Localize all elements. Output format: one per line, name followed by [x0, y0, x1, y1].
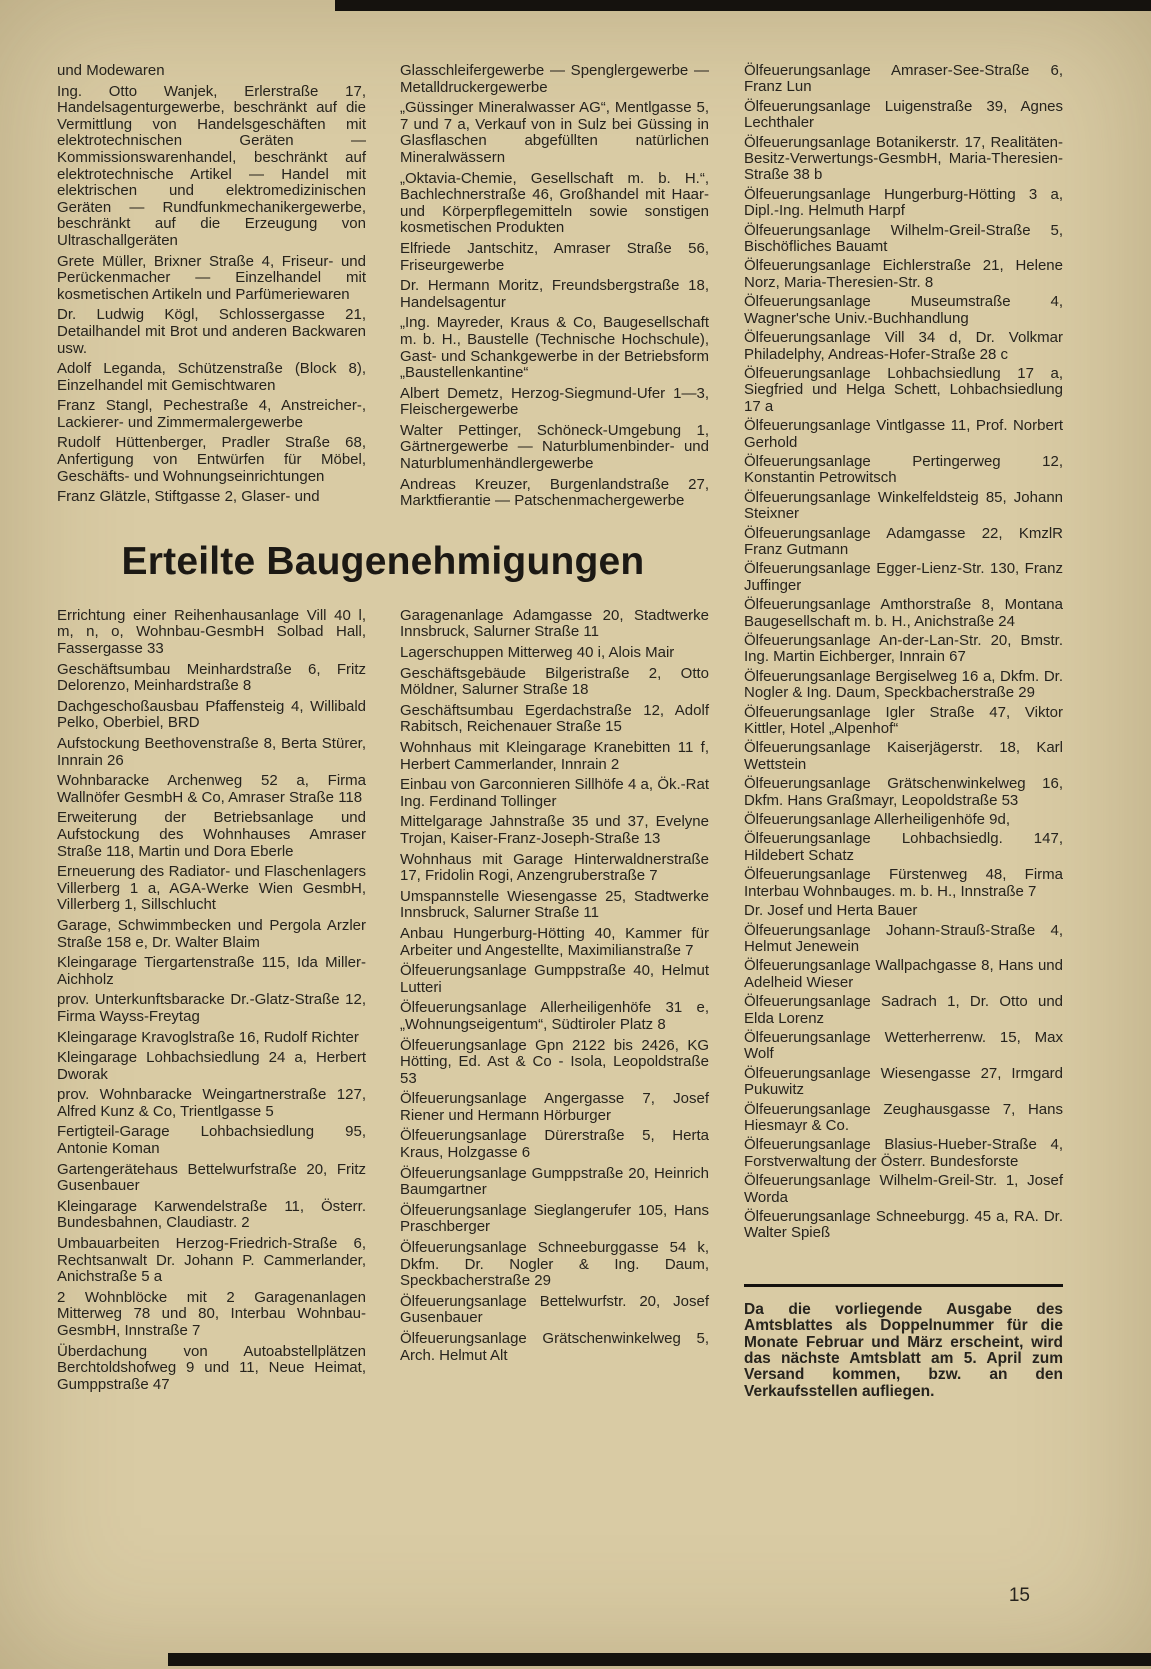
column-right	[744, 63, 1063, 1403]
entry-paragraph: prov. Wohnbaracke Weingartnerstraße 127, Alfred Kunz & Co, Trientlgasse 5	[57, 1086, 366, 1120]
entry-paragraph: Geschäftsgebäude Bilgeristraße 2, Otto Möldner, Salurner Straße 18	[400, 664, 709, 699]
entry-paragraph: Ölfeuerungsanlage Botanikerstr. 17, Realitäten-Besitz-Verwertungs-GesmbH, Maria-Theresien-Straße 38 b	[744, 133, 1063, 184]
entry-paragraph: Ölfeuerungsanlage Adamgasse 22, KmzlR Franz Gutmann	[744, 524, 1063, 558]
entry-paragraph: Dr. Josef und Herta Bauer	[744, 902, 918, 920]
bottom-black-bar	[168, 1653, 1151, 1666]
entry-paragraph: Ing. Otto Wanjek, Erlerstraße 17, Handelsagenturgewerbe, beschränkt auf die Vermittlung von Handelsgeschäften mit elektrotechnischen Geräten — Kommissionswarenhandel, beschränkt auf elektrotechnische Artikel — Handel mit elektrischen und elektromedizinischen Geräten — Rundfunkmechanikergewerbe, beschränkt auf die Erzeugung von Ultraschallgeräten	[57, 82, 366, 249]
entry-paragraph: Wohnhaus mit Kleingarage Kranebitten 11 f, Herbert Cammerlander, Innrain 2	[400, 739, 709, 773]
entry-paragraph: Franz Glätzle, Stiftgasse 2, Glaser- und	[57, 488, 320, 506]
entry-paragraph: Ölfeuerungsanlage Eichlerstraße 21, Helene Norz, Maria-Theresien-Str. 8	[744, 257, 1063, 291]
entry-paragraph: prov. Unterkunftsbaracke Dr.-Glatz-Straße 12, Firma Wayss-Freytag	[57, 991, 366, 1025]
entry-paragraph: Wohnbaracke Archenweg 52 a, Firma Wallnöfer GesmbH & Co, Amraser Straße 118	[57, 772, 366, 806]
entry-paragraph: Kleingarage Lohbachsiedlung 24 a, Herbert Dworak	[57, 1049, 366, 1083]
entry-paragraph: Ölfeuerungsanlage Allerheiligenhöfe 9d,	[744, 811, 1011, 829]
entry-paragraph: Ölfeuerungsanlage Wilhelm-Greil-Str. 1, Josef Worda	[744, 1172, 1063, 1206]
page-content	[57, 63, 1064, 1403]
entry-paragraph: Ölfeuerungsanlage Johann-Strauß-Straße 4, Helmut Jenewein	[744, 921, 1063, 955]
entry-paragraph: Lagerschuppen Mitterweg 40 i, Alois Mair	[400, 644, 675, 662]
entry-paragraph: Ölfeuerungsanlage Schneeburggasse 54 k, Dkfm. Dr. Nogler & Ing. Daum, Speckbacherstraße 29	[400, 1239, 709, 1290]
page-number: 15	[1008, 1585, 1030, 1606]
entry-paragraph: Umspannstelle Wiesengasse 25, Stadtwerke Innsbruck, Salurner Straße 11	[400, 887, 709, 922]
entry-paragraph: Ölfeuerungsanlage Wilhelm-Greil-Straße 5, Bischöfliches Bauamt	[744, 221, 1063, 256]
entry-paragraph: Wohnhaus mit Garage Hinterwaldnerstraße 17, Fridolin Rogi, Anzengruberstraße 7	[400, 850, 709, 885]
entry-paragraph: Ölfeuerungsanlage Allerheiligenhöfe 31 e, „Wohnungseigentum“, Südtiroler Platz 8	[400, 999, 709, 1033]
entry-paragraph: Ölfeuerungsanlage Vintlgasse 11, Prof. Norbert Gerhold	[744, 417, 1063, 451]
entry-paragraph: Adolf Leganda, Schützenstraße (Block 8), Einzelhandel mit Gemischtwaren	[57, 360, 366, 394]
entry-paragraph: Anbau Hungerburg-Hötting 40, Kammer für Arbeiter und Angestellte, Maximilianstraße 7	[400, 924, 709, 959]
column-left-top	[57, 63, 366, 514]
entry-paragraph: 2 Wohnblöcke mit 2 Garagenanlagen Mitterweg 78 und 80, Interbau Wohnbau-GesmbH, Innstraße 7	[57, 1288, 366, 1339]
entry-paragraph: Ölfeuerungsanlage Vill 34 d, Dr. Volkmar Philadelphy, Andreas-Hofer-Straße 28 c	[744, 329, 1063, 363]
entry-paragraph: Ölfeuerungsanlage Gumppstraße 40, Helmut Lutteri	[400, 962, 709, 996]
entry-paragraph: und Modewaren	[57, 62, 165, 79]
entry-paragraph: Ölfeuerungsanlage Bettelwurfstr. 20, Josef Gusenbauer	[400, 1292, 709, 1327]
entry-paragraph: Errichtung einer Reihenhausanlage Vill 40 l, m, n, o, Wohnbau-GesmbH Solbad Hall, Fassergasse 33	[57, 606, 366, 658]
entry-paragraph: Ölfeuerungsanlage Sadrach 1, Dr. Otto und Elda Lorenz	[744, 993, 1063, 1027]
entry-paragraph: Umbauarbeiten Herzog-Friedrich-Straße 6, Rechtsanwalt Dr. Johann P. Cammerlander, Anichstraße 5 a	[57, 1235, 366, 1286]
top-section	[57, 63, 709, 514]
editorial-notice	[744, 1284, 1063, 1400]
entry-paragraph: Ölfeuerungsanlage Egger-Lienz-Str. 130, Franz Juffinger	[744, 560, 1063, 594]
section-heading: Erteilte Baugenehmigungen	[121, 539, 645, 583]
entry-paragraph: Ölfeuerungsanlage Pertingerweg 12, Konstantin Petrowitsch	[744, 452, 1063, 487]
entry-paragraph: Erneuerung des Radiator- und Flaschenlagers Villerberg 1 a, AGA-Werke Wien GesmbH, Villerberg 1, Sillschlucht	[57, 863, 366, 914]
entry-paragraph: Garage, Schwimmbecken und Pergola Arzler Straße 158 e, Dr. Walter Blaim	[57, 916, 366, 951]
column-middle-bottom	[400, 608, 709, 1398]
entry-paragraph: Ölfeuerungsanlage Grätschenwinkelweg 5, Arch. Helmut Alt	[400, 1330, 709, 1364]
entry-paragraph: Ölfeuerungsanlage Luigenstraße 39, Agnes Lechthaler	[744, 97, 1063, 132]
entry-paragraph: Geschäftsumbau Meinhardstraße 6, Fritz Delorenzo, Meinhardstraße 8	[57, 660, 366, 695]
entry-paragraph: Ölfeuerungsanlage Grätschenwinkelweg 16, Dkfm. Hans Graßmayr, Leopoldstraße 53	[744, 775, 1063, 809]
entry-paragraph: Albert Demetz, Herzog-Siegmund-Ufer 1—3, Fleischergewerbe	[400, 384, 709, 419]
left-area	[57, 63, 709, 1403]
entry-paragraph: Franz Stangl, Pechestraße 4, Anstreicher-, Lackierer- und Zimmermalergewerbe	[57, 397, 366, 431]
entry-paragraph: Kleingarage Karwendelstraße 11, Österr. Bundesbahnen, Claudiastr. 2	[57, 1197, 366, 1232]
entry-paragraph: Ölfeuerungsanlage Amthorstraße 8, Montana Baugesellschaft m. b. H., Anichstraße 24	[744, 596, 1063, 630]
entry-paragraph: Dachgeschoßausbau Pfaffensteig 4, Willibald Pelko, Oberbiel, BRD	[57, 697, 366, 732]
entry-paragraph: Walter Pettinger, Schöneck-Umgebung 1, Gärtnergewerbe — Naturblumenbinder- und Naturblumenhändlergewerbe	[400, 421, 709, 473]
entry-paragraph: Ölfeuerungsanlage Lohbachsiedlung 17 a, Siegfried und Helga Schett, Lohbachsiedlung 17 a	[744, 364, 1063, 415]
entry-paragraph: Ölfeuerungsanlage Bergiselweg 16 a, Dkfm. Dr. Nogler & Ing. Daum, Speckbacherstraße 29	[744, 667, 1063, 702]
entry-paragraph: Ölfeuerungsanlage Schneeburgg. 45 a, RA. Dr. Walter Spieß	[744, 1208, 1063, 1242]
entry-paragraph: „Güssinger Mineralwasser AG“, Mentlgasse 5, 7 und 7 a, Verkauf von in Sulz bei Güssing in Glasflaschen abgefüllten natürlichen Mineralwässern	[400, 99, 709, 166]
entry-paragraph: Aufstockung Beethovenstraße 8, Berta Stürer, Innrain 26	[57, 735, 366, 769]
entry-paragraph: Überdachung von Autoabstellplätzen Berchtoldshofweg 9 und 11, Neue Heimat, Gumppstraße 47	[57, 1342, 366, 1393]
entry-paragraph: Ölfeuerungsanlage Museumstraße 4, Wagner'sche Univ.-Buchhandlung	[744, 293, 1063, 327]
entry-paragraph: Mittelgarage Jahnstraße 35 und 37, Evelyne Trojan, Kaiser-Franz-Joseph-Straße 13	[400, 813, 709, 847]
entry-paragraph: Ölfeuerungsanlage Hungerburg-Hötting 3 a, Dipl.-Ing. Helmuth Harpf	[744, 185, 1063, 220]
entry-paragraph: Einbau von Garconnieren Sillhöfe 4 a, Ök.-Rat Ing. Ferdinand Tollinger	[400, 776, 709, 810]
right-column-entries	[744, 63, 1063, 1242]
entry-paragraph: Ölfeuerungsanlage Fürstenweg 48, Firma Interbau Wohnbauges. m. b. H., Innstraße 7	[744, 866, 1063, 900]
notice-text: Da die vorliegende Ausgabe des Amtsblattes als Doppelnummer für die Monate Februar und März erscheint, wird das nächste Amtsblatt am 5. April zum Versand kommen, bzw. an den Verkaufsstellen aufliegen.	[744, 1300, 1063, 1400]
entry-paragraph: Ölfeuerungsanlage Lohbachsiedlg. 147, Hildebert Schatz	[744, 830, 1063, 864]
entry-paragraph: Ölfeuerungsanlage Angergasse 7, Josef Riener und Hermann Hörburger	[400, 1090, 709, 1124]
entry-paragraph: Ölfeuerungsanlage Igler Straße 47, Viktor Kittler, Hotel „Alpenhof“	[744, 703, 1063, 738]
entry-paragraph: Fertigteil-Garage Lohbachsiedlung 95, Antonie Koman	[57, 1123, 366, 1158]
entry-paragraph: Gartengerätehaus Bettelwurfstraße 20, Fritz Gusenbauer	[57, 1160, 366, 1195]
entry-paragraph: Ölfeuerungsanlage Blasius-Hueber-Straße 4, Forstverwaltung der Österr. Bundesforste	[744, 1136, 1063, 1170]
entry-paragraph: Dr. Ludwig Kögl, Schlossergasse 21, Detailhandel mit Brot und anderen Backwaren usw.	[57, 306, 366, 357]
entry-paragraph: Ölfeuerungsanlage Wiesengasse 27, Irmgard Pukuwitz	[744, 1064, 1063, 1099]
entry-paragraph: Kleingarage Kravoglstraße 16, Rudolf Richter	[57, 1028, 359, 1046]
entry-paragraph: Ölfeuerungsanlage Wallpachgasse 8, Hans und Adelheid Wieser	[744, 957, 1063, 991]
entry-paragraph: „Oktavia-Chemie, Gesellschaft m. b. H.“, Bachlechnerstraße 46, Großhandel mit Haar- und Körperpflegemitteln sowie sonstigen kosmetischen Produkten	[400, 169, 709, 237]
entry-paragraph: Ölfeuerungsanlage Wetterherrenw. 15, Max Wolf	[744, 1028, 1063, 1063]
top-black-bar	[335, 0, 1151, 11]
entry-paragraph: Ölfeuerungsanlage An-der-Lan-Str. 20, Bmstr. Ing. Martin Eichberger, Innrain 67	[744, 632, 1063, 666]
entry-paragraph: Ölfeuerungsanlage Zeughausgasse 7, Hans Hiesmayr & Co.	[744, 1100, 1063, 1134]
entry-paragraph: Glasschleifergewerbe — Spenglergewerbe — Metalldruckergewerbe	[400, 62, 709, 96]
column-middle-top	[400, 63, 709, 514]
entry-paragraph: Ölfeuerungsanlage Dürerstraße 5, Herta Kraus, Holzgasse 6	[400, 1127, 709, 1162]
entry-paragraph: Ölfeuerungsanlage Sieglangerufer 105, Hans Praschberger	[400, 1201, 709, 1236]
entry-paragraph: Andreas Kreuzer, Burgenlandstraße 27, Marktfierantie — Patschenmachergewerbe	[400, 475, 709, 510]
entry-paragraph: Ölfeuerungsanlage Amraser-See-Straße 6, Franz Lun	[744, 62, 1063, 96]
entry-paragraph: „Ing. Mayreder, Kraus & Co, Baugesellschaft m. b. H., Baustelle (Technische Hochschule), Gast- und Schankgewerbe in der Betriebsform „Baustellenkantine“	[400, 314, 709, 382]
column-left-bottom	[57, 608, 366, 1398]
entry-paragraph: Rudolf Hüttenberger, Pradler Straße 68, Anfertigung von Entwürfen für Möbel, Geschäfts- und Wohnungseinrichtungen	[57, 434, 366, 485]
entry-paragraph: Erweiterung der Betriebsanlage und Aufstockung des Wohnhauses Amraser Straße 118, Martin und Dora Eberle	[57, 809, 366, 860]
entry-paragraph: Garagenanlage Adamgasse 20, Stadtwerke Innsbruck, Salurner Straße 11	[400, 606, 709, 641]
entry-paragraph: Geschäftsumbau Egerdachstraße 12, Adolf Rabitsch, Reichenauer Straße 15	[400, 701, 709, 736]
entry-paragraph: Ölfeuerungsanlage Gpn 2122 bis 2426, KG Hötting, Ed. Ast & Co - Isola, Leopoldstraße 53	[400, 1036, 709, 1087]
entry-paragraph: Grete Müller, Brixner Straße 4, Friseur- und Perückenmacher — Einzelhandel mit kosmetischen Artikeln und Parfümeriewaren	[57, 252, 366, 303]
entry-paragraph: Ölfeuerungsanlage Winkelfeldsteig 85, Johann Steixner	[744, 488, 1063, 523]
entry-paragraph: Dr. Hermann Moritz, Freundsbergstraße 18, Handelsagentur	[400, 277, 709, 311]
entry-paragraph: Ölfeuerungsanlage Gumppstraße 20, Heinrich Baumgartner	[400, 1164, 709, 1199]
entry-paragraph: Kleingarage Tiergartenstraße 115, Ida Miller-Aichholz	[57, 954, 366, 988]
entry-paragraph: Elfriede Jantschitz, Amraser Straße 56, Friseurgewerbe	[400, 239, 709, 274]
bottom-section	[57, 608, 709, 1398]
entry-paragraph: Ölfeuerungsanlage Kaiserjägerstr. 18, Karl Wettstein	[744, 739, 1063, 773]
